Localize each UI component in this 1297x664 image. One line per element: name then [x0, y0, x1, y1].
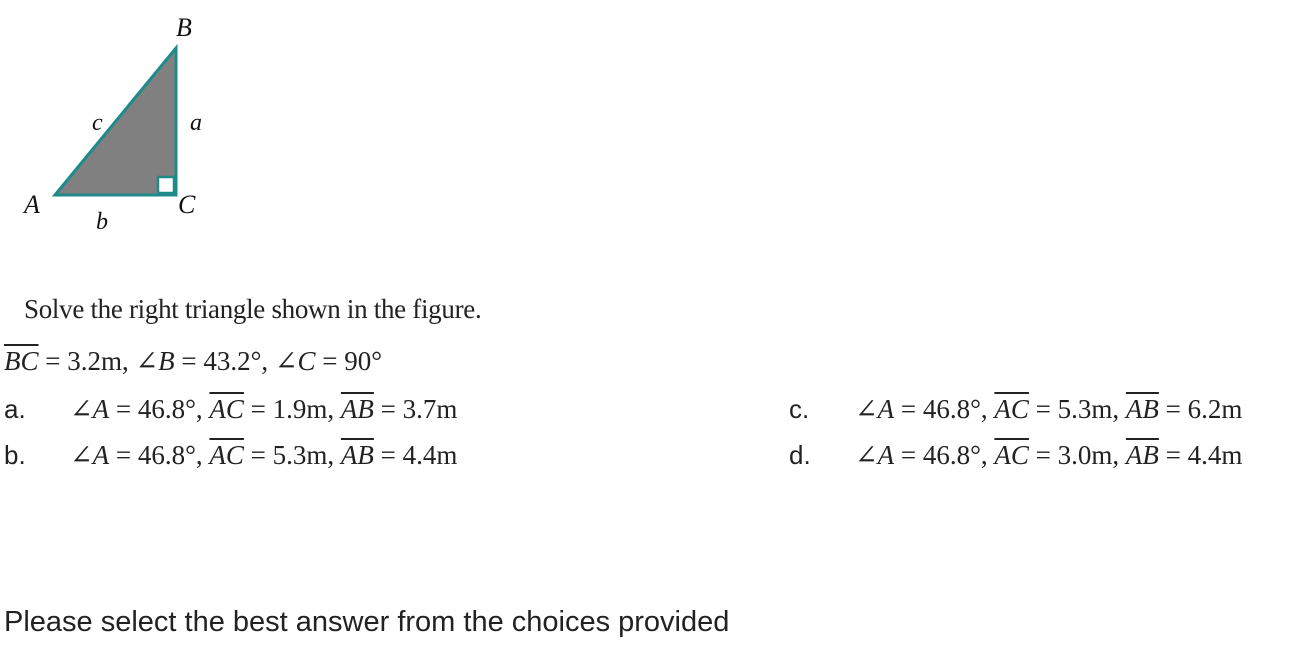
side-label-c: c	[92, 110, 103, 136]
choice-angle: ∠A	[855, 394, 895, 424]
select-answer-prompt: Please select the best answer from the choices provided	[4, 606, 730, 638]
right-angle-marker	[158, 177, 174, 193]
given-values	[4, 346, 382, 377]
given-segment-value: = 3.2m,	[38, 346, 136, 376]
given-angle-1-value: = 43.2°,	[174, 346, 275, 376]
choice-answer	[855, 394, 1242, 425]
choice-segment-1: $\overline{AC}$	[994, 394, 1029, 424]
triangle-figure	[0, 0, 240, 250]
choice-segment-2-value: = 6.2m	[1158, 394, 1243, 424]
triangle-shape	[55, 48, 176, 195]
choice-angle-value: = 46.8°,	[894, 394, 995, 424]
choice-segment-1: $\overline{AC}$	[994, 440, 1029, 470]
given-angle-1: ∠B	[135, 346, 175, 376]
choice-angle-value: = 46.8°,	[109, 394, 210, 424]
side-label-a: a	[190, 110, 202, 136]
side-label-b: b	[96, 209, 108, 235]
choice-answer	[855, 440, 1242, 471]
choice-segment-2-value: = 4.4m	[373, 440, 458, 470]
choice-segment-1-value: = 3.0m,	[1028, 440, 1126, 470]
choice-segment-2-value: = 4.4m	[1158, 440, 1243, 470]
choice-segment-2: $\overline{AB}$	[1125, 440, 1159, 470]
choice-letter: a.	[4, 394, 26, 424]
triangle-diagram	[0, 0, 240, 250]
choice-segment-2: $\overline{AB}$	[340, 440, 374, 470]
choice-letter: b.	[4, 440, 26, 470]
choice-segment-1-value: = 5.3m,	[243, 440, 341, 470]
vertex-label-c: C	[178, 190, 196, 219]
vertex-label-a: A	[24, 190, 40, 219]
choice-letter: d.	[789, 440, 811, 470]
choice-letter: c.	[789, 394, 810, 424]
vertex-label-b: B	[176, 13, 192, 42]
choice-segment-1-value: = 1.9m,	[243, 394, 341, 424]
question-instruction: Solve the right triangle shown in the figure.	[24, 294, 482, 324]
choice-segment-2-value: = 3.7m	[373, 394, 458, 424]
choice-angle: ∠A	[70, 394, 110, 424]
choice-angle-value: = 46.8°,	[894, 440, 995, 470]
choice-segment-1-value: = 5.3m,	[1028, 394, 1126, 424]
given-angle-2-value: = 90°	[315, 346, 383, 376]
choice-angle-value: = 46.8°,	[109, 440, 210, 470]
choice-segment-1: $\overline{AC}$	[209, 394, 244, 424]
choice-segment-2: $\overline{AB}$	[340, 394, 374, 424]
choice-segment-2: $\overline{AB}$	[1125, 394, 1159, 424]
choice-angle: ∠A	[855, 440, 895, 470]
given-angle-2: ∠C	[274, 346, 316, 376]
choice-segment-1: $\overline{AC}$	[209, 440, 244, 470]
choice-answer	[70, 440, 457, 471]
given-segment: $\overline{BC}$	[4, 346, 39, 376]
choice-answer	[70, 394, 457, 425]
choice-angle: ∠A	[70, 440, 110, 470]
